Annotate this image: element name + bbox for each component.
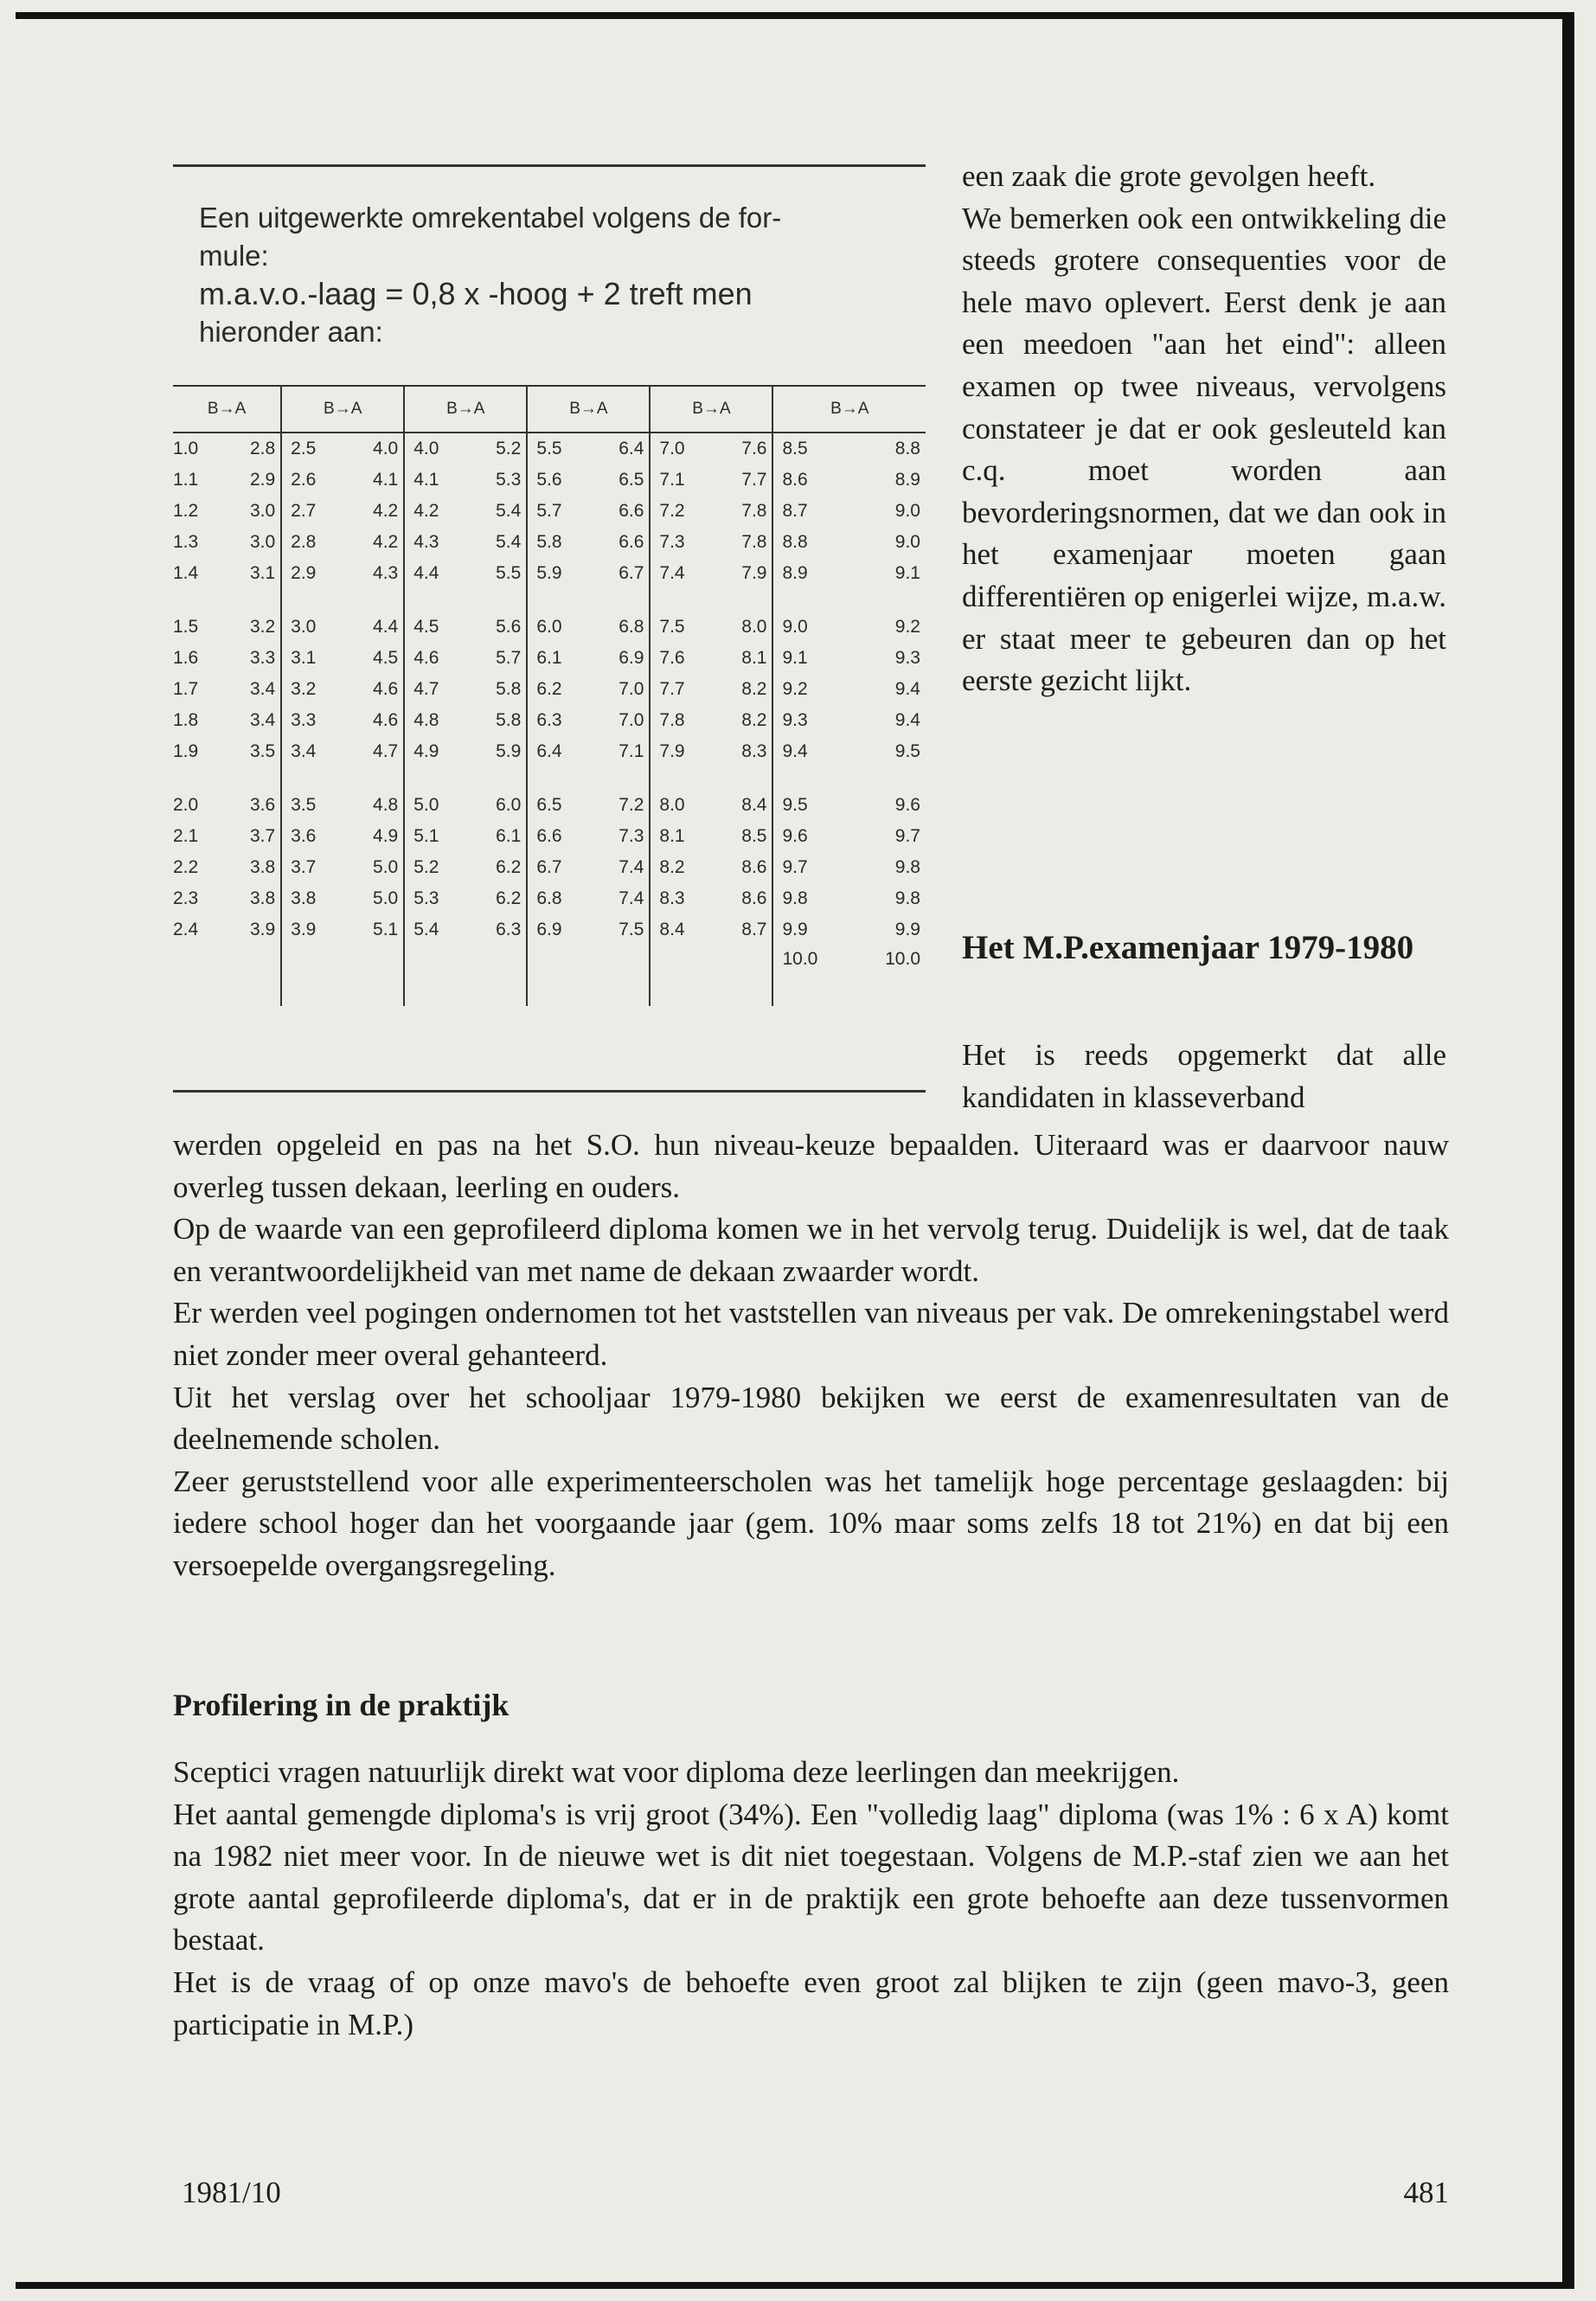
table-cell: 3.2 bbox=[281, 674, 345, 705]
table-cell: 6.6 bbox=[619, 501, 644, 521]
table-cell: 3.6 bbox=[281, 821, 345, 852]
table-cell: 9.8 bbox=[894, 888, 920, 908]
table-cell: 2.5 bbox=[281, 433, 345, 465]
table-cell: 9.0 bbox=[772, 612, 852, 643]
table-cell: 5.9 bbox=[496, 741, 522, 761]
table-cell: 9.2 bbox=[772, 674, 852, 705]
table-cell: 2.7 bbox=[281, 496, 345, 527]
table-cell: 5.3 bbox=[404, 883, 468, 914]
table-cell: 7.4 bbox=[650, 558, 714, 589]
table-group-gap bbox=[173, 589, 926, 612]
table-cell: 7.3 bbox=[650, 527, 714, 558]
table-cell: 5.4 bbox=[496, 532, 522, 552]
table-group-gap bbox=[173, 767, 926, 790]
table-cell: 1.2 bbox=[173, 501, 199, 521]
table-cell: 4.2 bbox=[373, 532, 399, 552]
table-cell: 3.4 bbox=[281, 736, 345, 767]
table-cell: 1.7 bbox=[173, 679, 199, 699]
table-cell: 6.5 bbox=[527, 790, 591, 821]
table-cell: 3.3 bbox=[281, 705, 345, 736]
table-header: B→A bbox=[404, 386, 527, 433]
table-cell: 3.0 bbox=[281, 612, 345, 643]
table-cell: 8.5 bbox=[772, 433, 852, 465]
body-paragraph: werden opgeleid en pas na het S.O. hun niveau-keuze bepaalden. Uiteraard was er daarvoor nauw overleg tussen dekaan, leerling en ouders. bbox=[173, 1128, 1449, 1204]
table-cell: 9.8 bbox=[772, 883, 852, 914]
table-cell: 3.5 bbox=[249, 741, 276, 761]
table-cell: 5.5 bbox=[496, 563, 522, 583]
table-cell: 7.7 bbox=[741, 470, 767, 490]
body-text-2 bbox=[173, 1752, 1449, 2046]
table-cell: 2.1 bbox=[173, 826, 199, 846]
table-cell: 8.1 bbox=[741, 648, 767, 668]
table-cell: 4.4 bbox=[373, 617, 399, 637]
table-cell: 9.8 bbox=[894, 857, 920, 877]
table-cell: 6.9 bbox=[527, 914, 591, 945]
table-cell: 3.3 bbox=[249, 648, 276, 668]
table-cell: 9.1 bbox=[894, 563, 920, 583]
table-cell: 5.8 bbox=[527, 527, 591, 558]
table-cell: 4.2 bbox=[404, 496, 468, 527]
table-cell: 6.6 bbox=[527, 821, 591, 852]
table-cell: 1.1 bbox=[173, 470, 199, 490]
table-cell: 4.8 bbox=[404, 705, 468, 736]
table-cell: 6.0 bbox=[496, 795, 522, 815]
table-cell: 7.3 bbox=[619, 826, 644, 846]
table-cell: 7.7 bbox=[650, 674, 714, 705]
table-cell: 8.0 bbox=[741, 617, 767, 637]
table-cell: 9.6 bbox=[772, 821, 852, 852]
table-row bbox=[173, 705, 926, 736]
table-cell: 7.1 bbox=[650, 465, 714, 496]
table-cell: 7.9 bbox=[741, 563, 767, 583]
table-cell: 4.7 bbox=[373, 741, 399, 761]
table-cell: 9.7 bbox=[894, 826, 920, 846]
table-cell: 3.6 bbox=[249, 795, 276, 815]
table-cell: 4.1 bbox=[404, 465, 468, 496]
table-cell: 8.3 bbox=[650, 883, 714, 914]
table-cell: 7.9 bbox=[650, 736, 714, 767]
table-cell: 2.0 bbox=[173, 795, 199, 815]
table-cell: 4.2 bbox=[373, 501, 399, 521]
table-cell: 9.1 bbox=[772, 643, 852, 674]
caption-line-1: Een uitgewerkte omrekentabel volgens de for- bbox=[199, 202, 782, 234]
table-cell: 8.2 bbox=[650, 852, 714, 883]
table-header: B→A bbox=[173, 386, 281, 433]
table-cell: 1.8 bbox=[173, 710, 199, 730]
table-cell: 5.0 bbox=[373, 888, 399, 908]
table-cell: 5.2 bbox=[404, 852, 468, 883]
right-paragraph-1: een zaak die grote gevolgen heeft. bbox=[962, 159, 1376, 193]
body-paragraph: Het aantal gemengde diploma's is vrij groot (34%). Een "volledig laag" diploma (was 1% : 6 x A) komt na 1982 niet meer voor. In de nieuwe wet is dit niet toegestaan. Volgens de M.P.-staf zien we aan het grote aantal geprofileerde diploma's, dat er in de praktijk een grote behoefte aan deze tussenvormen bestaat. bbox=[173, 1797, 1449, 1958]
section-heading-profilering: Profilering in de praktijk bbox=[173, 1688, 510, 1722]
table-cell: 2.4 bbox=[173, 920, 199, 939]
table-cell: 6.8 bbox=[527, 883, 591, 914]
table-cell: 6.5 bbox=[619, 470, 644, 490]
table-cell: 9.9 bbox=[772, 914, 852, 945]
table-cell: 6.7 bbox=[527, 852, 591, 883]
table-cell: 6.2 bbox=[527, 674, 591, 705]
table-cell: 6.0 bbox=[527, 612, 591, 643]
body-paragraph: Sceptici vragen natuurlijk direkt wat voor diploma deze leerlingen dan meekrijgen. bbox=[173, 1755, 1180, 1789]
table-cell: 5.1 bbox=[373, 920, 399, 939]
table-cell: 9.0 bbox=[894, 532, 920, 552]
table-cell: 6.1 bbox=[496, 826, 522, 846]
table-cell: 7.4 bbox=[619, 888, 644, 908]
table-cell: 2.6 bbox=[281, 465, 345, 496]
table-cell: 6.2 bbox=[496, 857, 522, 877]
body-paragraph: Op de waarde van een geprofileerd diploma komen we in het vervolg terug. Duidelijk is wel, dat de taak en verantwoordelijkheid van met name de dekaan zwaarder wordt. bbox=[173, 1212, 1449, 1288]
table-header-row bbox=[173, 386, 926, 433]
table-row bbox=[173, 643, 926, 674]
table-cell: 6.8 bbox=[619, 617, 644, 637]
table-cell: 9.4 bbox=[894, 679, 920, 699]
table-row bbox=[173, 945, 926, 1006]
table-cell: 4.7 bbox=[404, 674, 468, 705]
table-row bbox=[173, 790, 926, 821]
table-cell: 5.6 bbox=[527, 465, 591, 496]
table-cell: 4.3 bbox=[373, 563, 399, 583]
table-row bbox=[173, 558, 926, 589]
table-cell: 4.0 bbox=[404, 433, 468, 465]
conversion-table bbox=[173, 385, 926, 1006]
table-cell: 5.0 bbox=[373, 857, 399, 877]
section-heading-exam-year: Het M.P.examenjaar 1979-1980 bbox=[962, 929, 1414, 966]
table-cell: 3.4 bbox=[249, 710, 276, 730]
footer-issue: 1981/10 bbox=[182, 2176, 281, 2209]
table-row bbox=[173, 433, 926, 465]
table-row bbox=[173, 736, 926, 767]
table-cell: 4.6 bbox=[404, 643, 468, 674]
table-cell: 3.8 bbox=[281, 883, 345, 914]
table-row bbox=[173, 527, 926, 558]
body-paragraph: Er werden veel pogingen ondernomen tot het vaststellen van niveaus per vak. De omrekeningstabel werd niet zonder meer overal gehanteerd. bbox=[173, 1296, 1449, 1372]
right-column-2 bbox=[962, 1034, 1446, 1118]
table-cell: 5.4 bbox=[404, 914, 468, 945]
table-cell: 9.3 bbox=[772, 705, 852, 736]
table-cell: 9.4 bbox=[772, 736, 852, 767]
caption-formula: m.a.v.o.-laag = 0,8 x -hoog + 2 treft men bbox=[199, 276, 753, 311]
table-cell: 5.4 bbox=[496, 501, 522, 521]
table-row bbox=[173, 852, 926, 883]
table-cell: 3.1 bbox=[249, 563, 276, 583]
table-cell: 3.9 bbox=[249, 920, 276, 939]
table-cell: 5.0 bbox=[404, 790, 468, 821]
table-cell: 7.6 bbox=[741, 439, 767, 458]
table-cell: 2.9 bbox=[249, 470, 276, 490]
table-cell: 6.3 bbox=[496, 920, 522, 939]
table-row bbox=[173, 883, 926, 914]
table-row bbox=[173, 612, 926, 643]
table-cell: 10.0 bbox=[885, 949, 920, 969]
table-cell: 2.2 bbox=[173, 857, 199, 877]
table-cell: 5.5 bbox=[527, 433, 591, 465]
table-cell: 7.0 bbox=[619, 710, 644, 730]
caption-line-2: mule: bbox=[199, 240, 269, 272]
table-cell: 5.7 bbox=[527, 496, 591, 527]
table-cell: 1.5 bbox=[173, 617, 199, 637]
table-cell: 8.4 bbox=[741, 795, 767, 815]
right-paragraph-2: We bemerken ook een ontwikkeling die steeds grotere consequenties voor de hele mavo oplevert. Eerst denk je aan een meedoen "aan het eind": alleen examen op twee niveaus, vervolgens constateer je dat er ook gesleuteld kan c.q. moet worden aan bevorderingsnormen, dat we dan ook in het examenjaar moeten gaan differentiëren op enigerlei wijze, m.a.w. er staat meer te gebeuren dan op het eerste gezicht lijkt. bbox=[962, 201, 1446, 698]
table-row bbox=[173, 496, 926, 527]
table-cell: 3.5 bbox=[281, 790, 345, 821]
table-cell: 8.7 bbox=[741, 920, 767, 939]
table-cell: 6.2 bbox=[496, 888, 522, 908]
table-cell: 4.3 bbox=[404, 527, 468, 558]
table-cell: 3.0 bbox=[249, 532, 276, 552]
table-cell: 6.4 bbox=[527, 736, 591, 767]
table-cell: 2.9 bbox=[281, 558, 345, 589]
body-paragraph: Uit het verslag over het schooljaar 1979-1980 bekijken we eerst de examenresultaten van de deelnemende scholen. bbox=[173, 1380, 1449, 1457]
table-cell: 10.0 bbox=[772, 945, 852, 1006]
table-cell: 5.3 bbox=[496, 470, 522, 490]
caption-line-4: hieronder aan: bbox=[199, 316, 383, 348]
right-column bbox=[962, 156, 1446, 702]
table-row bbox=[173, 821, 926, 852]
table-row bbox=[173, 465, 926, 496]
table-cell: 8.1 bbox=[650, 821, 714, 852]
table-body bbox=[173, 433, 926, 1006]
table-cell: 8.6 bbox=[741, 857, 767, 877]
table-cell: 6.6 bbox=[619, 532, 644, 552]
table-cell: 8.9 bbox=[894, 470, 920, 490]
right-paragraph-3: Het is reeds opgemerkt dat alle kandidaten in klasseverband bbox=[962, 1038, 1446, 1114]
table-bottom-rule bbox=[173, 1090, 926, 1093]
table-cell: 3.2 bbox=[249, 617, 276, 637]
table-cell: 3.7 bbox=[249, 826, 276, 846]
table-cell: 8.2 bbox=[741, 710, 767, 730]
table-cell: 4.6 bbox=[373, 679, 399, 699]
table-caption bbox=[199, 199, 934, 351]
table-cell: 4.5 bbox=[404, 612, 468, 643]
table-cell: 8.5 bbox=[741, 826, 767, 846]
table-cell: 7.6 bbox=[650, 643, 714, 674]
table-cell: 3.9 bbox=[281, 914, 345, 945]
table-cell: 6.4 bbox=[619, 439, 644, 458]
table-cell: 8.8 bbox=[772, 527, 852, 558]
table-cell: 8.4 bbox=[650, 914, 714, 945]
table-cell: 2.8 bbox=[249, 439, 276, 458]
table-cell: 6.1 bbox=[527, 643, 591, 674]
body-text bbox=[173, 1125, 1449, 1587]
footer-page-number: 481 bbox=[1403, 2176, 1449, 2209]
table-cell: 3.8 bbox=[249, 857, 276, 877]
table-top-rule bbox=[173, 164, 926, 167]
table-row bbox=[173, 914, 926, 945]
table-cell: 4.6 bbox=[373, 710, 399, 730]
table-header: B→A bbox=[650, 386, 772, 433]
table-cell: 1.3 bbox=[173, 532, 199, 552]
table-cell: 4.8 bbox=[373, 795, 399, 815]
table-cell: 1.0 bbox=[173, 439, 199, 458]
table-cell: 7.0 bbox=[650, 433, 714, 465]
table-cell: 7.1 bbox=[619, 741, 644, 761]
table-cell: 5.2 bbox=[496, 439, 522, 458]
table-cell: 8.6 bbox=[741, 888, 767, 908]
table-cell: 1.4 bbox=[173, 563, 199, 583]
table-cell: 8.8 bbox=[894, 439, 920, 458]
table-cell: 8.7 bbox=[772, 496, 852, 527]
table-cell: 6.3 bbox=[527, 705, 591, 736]
table-cell: 3.1 bbox=[281, 643, 345, 674]
table-cell: 7.5 bbox=[619, 920, 644, 939]
table-cell: 3.8 bbox=[249, 888, 276, 908]
body-paragraph: Het is de vraag of op onze mavo's de behoefte even groot zal blijken te zijn (geen mavo-3, geen participatie in M.P.) bbox=[173, 1965, 1449, 2041]
table-cell: 5.6 bbox=[496, 617, 522, 637]
table-cell: 7.8 bbox=[741, 532, 767, 552]
table-cell: 4.0 bbox=[373, 439, 399, 458]
table-cell: 4.4 bbox=[404, 558, 468, 589]
table-cell: 5.8 bbox=[496, 679, 522, 699]
table-cell: 3.7 bbox=[281, 852, 345, 883]
table-cell: 8.0 bbox=[650, 790, 714, 821]
table-cell: 5.8 bbox=[496, 710, 522, 730]
table-cell: 6.9 bbox=[619, 648, 644, 668]
table-cell: 9.3 bbox=[894, 648, 920, 668]
table-header: B→A bbox=[281, 386, 404, 433]
table-cell: 4.9 bbox=[404, 736, 468, 767]
table-cell: 7.8 bbox=[650, 705, 714, 736]
table-cell: 7.8 bbox=[741, 501, 767, 521]
table-cell: 4.1 bbox=[373, 470, 399, 490]
table-cell: 1.6 bbox=[173, 648, 199, 668]
body-paragraph: Zeer geruststellend voor alle experimenteerscholen was het tamelijk hoge percentage geslaagden: bij iedere school hoger dan het voorgaande jaar (gem. 10% maar soms zelfs 18 tot 21%) en dat bij een versoepelde overgangsregeling. bbox=[173, 1464, 1449, 1582]
table-cell: 2.3 bbox=[173, 888, 199, 908]
table-cell: 9.6 bbox=[894, 795, 920, 815]
table-cell: 9.4 bbox=[894, 710, 920, 730]
table-cell: 9.7 bbox=[772, 852, 852, 883]
table-cell: 7.0 bbox=[619, 679, 644, 699]
table-cell: 9.0 bbox=[894, 501, 920, 521]
table-cell: 5.9 bbox=[527, 558, 591, 589]
table-cell: 7.2 bbox=[619, 795, 644, 815]
table-cell: 5.7 bbox=[496, 648, 522, 668]
table-cell: 8.2 bbox=[741, 679, 767, 699]
table-row bbox=[173, 674, 926, 705]
table-cell: 9.5 bbox=[772, 790, 852, 821]
table-cell: 4.5 bbox=[373, 648, 399, 668]
table-cell: 3.0 bbox=[249, 501, 276, 521]
table-cell: 5.1 bbox=[404, 821, 468, 852]
table-cell: 2.8 bbox=[281, 527, 345, 558]
table-cell: 9.2 bbox=[894, 617, 920, 637]
table-cell: 3.4 bbox=[249, 679, 276, 699]
table-cell: 8.6 bbox=[772, 465, 852, 496]
table-cell: 9.9 bbox=[894, 920, 920, 939]
table-cell: 1.9 bbox=[173, 741, 199, 761]
table-cell: 6.7 bbox=[619, 563, 644, 583]
table-cell: 8.3 bbox=[741, 741, 767, 761]
table-cell: 8.9 bbox=[772, 558, 852, 589]
table-cell: 4.9 bbox=[373, 826, 399, 846]
table-cell: 9.5 bbox=[894, 741, 920, 761]
table-header: B→A bbox=[772, 386, 926, 433]
table-header: B→A bbox=[527, 386, 650, 433]
table-cell: 7.5 bbox=[650, 612, 714, 643]
table-cell: 7.4 bbox=[619, 857, 644, 877]
table-cell: 7.2 bbox=[650, 496, 714, 527]
